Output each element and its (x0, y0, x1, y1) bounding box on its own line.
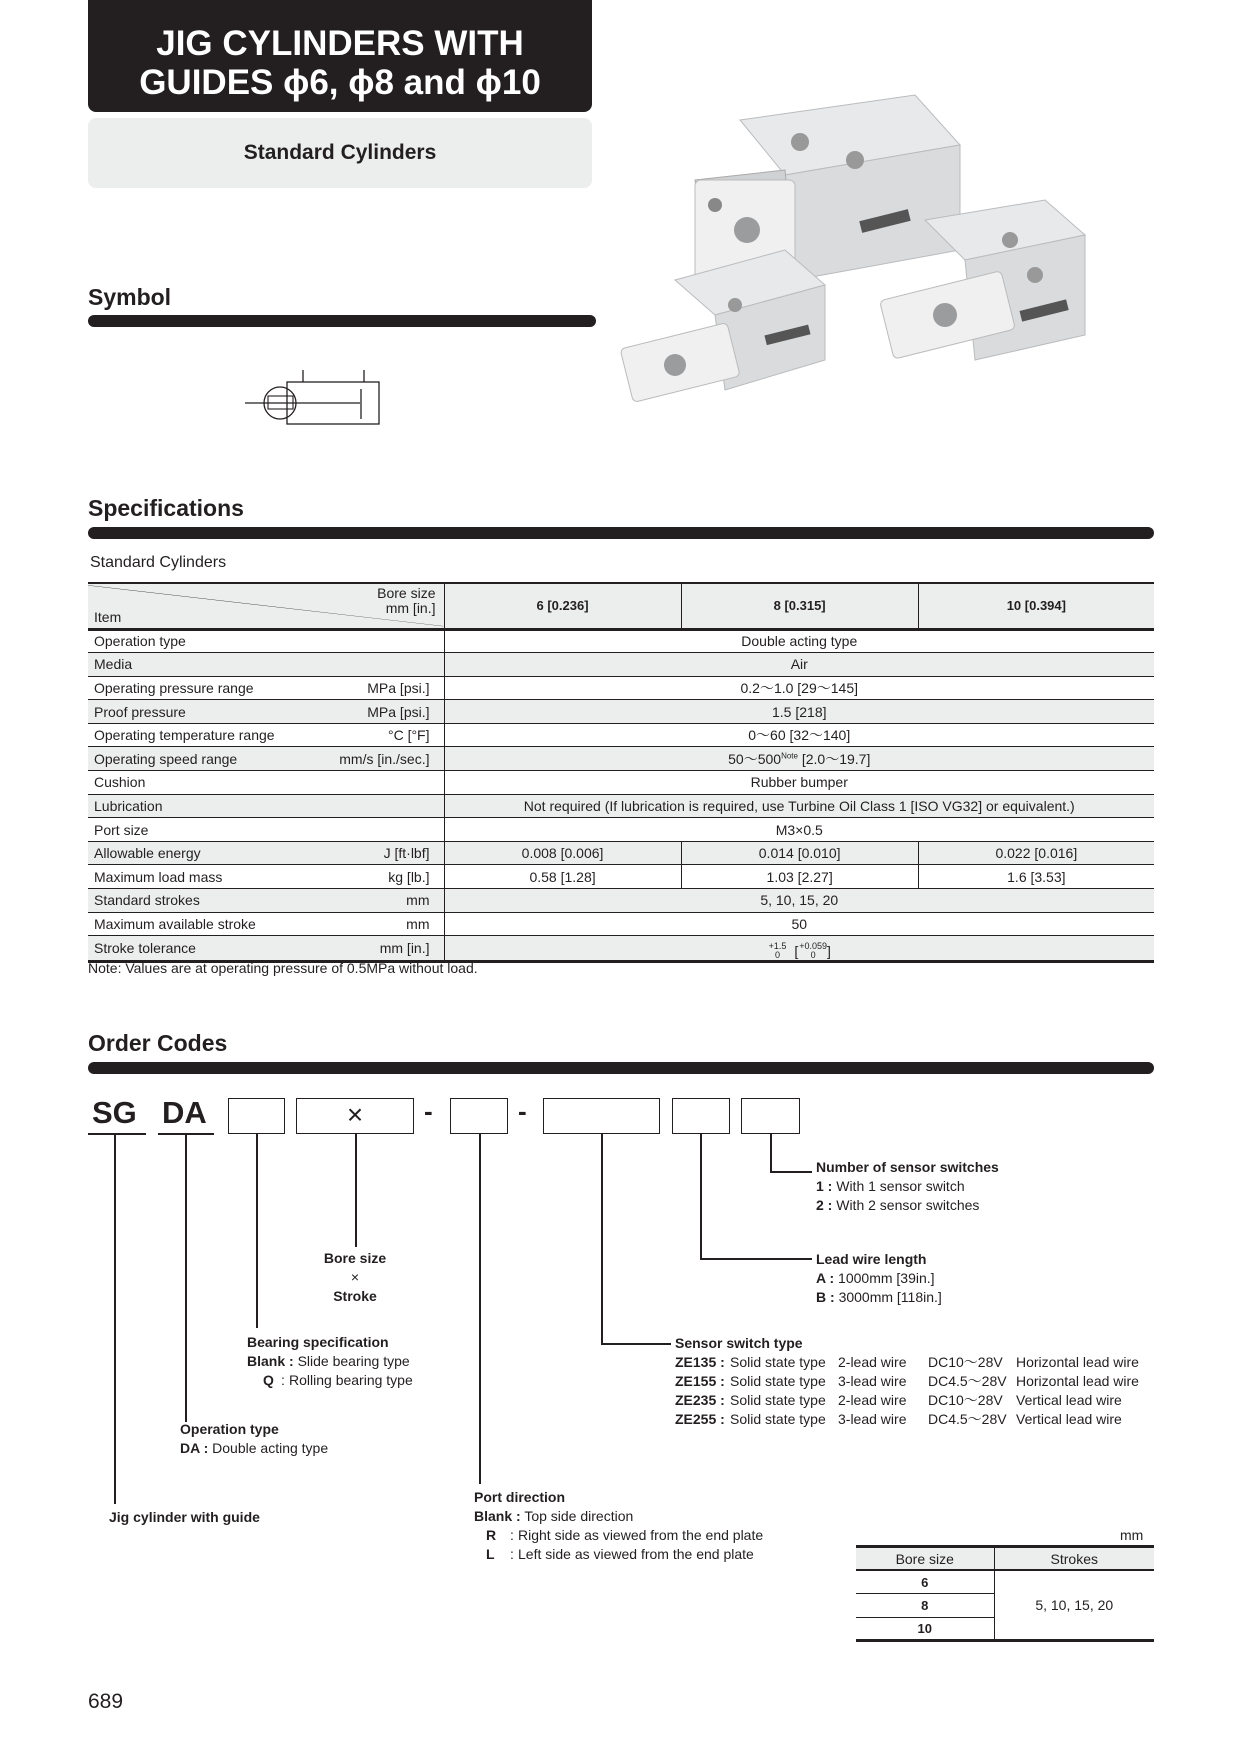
code-box-port (450, 1098, 508, 1134)
note-marker: Note (781, 751, 798, 761)
row-unit: J [ft·lbf] (383, 845, 430, 862)
leader-line (185, 1134, 187, 1422)
table-row (856, 1570, 1154, 1594)
row-label: Proof pressure (94, 703, 186, 720)
code-prefix-sg: SG (92, 1095, 137, 1130)
code-box-bearing (228, 1098, 285, 1134)
row-unit: MPa [psi.] (367, 703, 430, 720)
row-label: Stroke tolerance (94, 940, 196, 957)
table-row (88, 723, 1154, 747)
row-value: 0.014 [0.010] (681, 841, 918, 865)
row-label: Operating temperature range (94, 727, 275, 744)
table-row (88, 653, 1154, 677)
row-label: Maximum available stroke (94, 915, 256, 932)
row-unit: mm/s [in./sec.] (339, 750, 430, 767)
strokes-unit: mm (1120, 1527, 1144, 1543)
leader-line (601, 1134, 603, 1344)
row-unit: kg [lb.] (388, 868, 430, 885)
title-line-2: GUIDES ϕ6, ϕ8 and ϕ10 (139, 63, 541, 102)
sensor-option: ZE255 : Solid state type 3-lead wire DC4.5〜28V Vertical lead wire (675, 1411, 1122, 1427)
leader-line (770, 1134, 772, 1172)
table-header-row (88, 583, 1154, 629)
legend-bore-stroke: Bore size × Stroke (323, 1250, 387, 1304)
leader-line (700, 1258, 812, 1260)
table-row (88, 912, 1154, 936)
table-row (88, 889, 1154, 913)
table-row (88, 700, 1154, 724)
row-label: Port size (94, 821, 149, 838)
row-value: Air (444, 653, 1154, 677)
row-label: Maximum load mass (94, 868, 223, 885)
bore-value: 8 (856, 1594, 994, 1618)
leader-line (770, 1171, 812, 1173)
table-row (88, 865, 1154, 889)
row-label: Cushion (94, 774, 146, 791)
bore-value: 6 (856, 1570, 994, 1594)
leader-line (114, 1134, 116, 1504)
row-unit: MPa [psi.] (367, 679, 430, 696)
sensor-option: ZE155 : Solid state type 3-lead wire DC4.5〜28V Horizontal lead wire (675, 1373, 1139, 1389)
item-label: Item (94, 608, 122, 625)
row-value: 1.6 [3.53] (918, 865, 1154, 889)
section-divider (88, 315, 596, 327)
leader-line (479, 1134, 481, 1484)
legend-lead-wire: Lead wire length A : 1000mm [39in.] B : 3000mm [118in.] (816, 1251, 942, 1305)
section-title-specifications: Specifications (88, 495, 244, 521)
specifications-table (88, 582, 1154, 963)
row-value: Double acting type (444, 629, 1154, 653)
column-header: Bore size (856, 1547, 994, 1571)
bore-unit-label: mm [in.] (385, 600, 436, 616)
page-number: 689 (88, 1690, 124, 1713)
table-row (88, 936, 1154, 962)
row-value: 0.022 [0.016] (918, 841, 1154, 865)
table-row (88, 841, 1154, 865)
row-unit: mm [in.] (379, 940, 430, 957)
row-value: 50 (444, 912, 1154, 936)
row-value: 1.03 [2.27] (681, 865, 918, 889)
legend-bearing: Bearing specification Blank : Slide bearing type Q : Rolling bearing type (247, 1334, 413, 1388)
row-value: 50〜$500^{Note}$ [2.0〜19.7] (444, 747, 1154, 771)
column-header: 10 [0.394] (918, 583, 1154, 629)
column-header: 8 [0.315] (681, 583, 918, 629)
code-dash: - (424, 1096, 433, 1126)
bore-size-label: Bore size (377, 585, 436, 601)
legend-operation-type: Operation type DA : Double acting type (180, 1421, 329, 1456)
table-row (88, 794, 1154, 818)
code-box-sensor-count (741, 1098, 800, 1134)
row-value: 0.2〜1.0 [29〜145] (444, 676, 1154, 700)
row-value: Not required (If lubrication is required, use Turbine Oil Class 1 [ISO VG32] or equivalent.) (444, 794, 1154, 818)
times-symbol: × (346, 1099, 364, 1130)
legend-sensor-count: Number of sensor switches 1 : With 1 sensor switch 2 : With 2 sensor switches (816, 1159, 999, 1213)
cylinder-symbol-diagram (240, 365, 390, 435)
spec-table-caption: Standard Cylinders (90, 554, 227, 571)
section-title-order-codes: Order Codes (88, 1030, 228, 1056)
column-header: Strokes (994, 1547, 1154, 1571)
title-line-1: JIG CYLINDERS WITH (156, 24, 524, 63)
table-header-row (856, 1547, 1154, 1571)
section-title-symbol: Symbol (88, 284, 172, 310)
column-header: 6 [0.236] (444, 583, 681, 629)
row-unit: mm (406, 915, 430, 932)
legend-jig-cylinder: Jig cylinder with guide (109, 1509, 260, 1525)
spec-table-note: Note: Values are at operating pressure of 0.5MPa without load. (88, 960, 478, 976)
strokes-value: 5, 10, 15, 20 (994, 1570, 1154, 1641)
row-value: 1.5 [218] (444, 700, 1154, 724)
leader-line (700, 1134, 702, 1259)
legend-sensor-type: Sensor switch type ZE135 : Solid state type 2-lead wire DC10〜28V Horizontal lead wire ZE155 : Solid state type 3-lead wire DC4.5〜28V Horizontal lead wire ZE235 : Solid state type 2-lead wire DC10〜28V Vertical lead wire ZE255 : Solid state type 3-lead wire DC4.5〜28V Vertical lead wire (675, 1335, 1139, 1427)
product-photo (615, 90, 1160, 435)
cylinder-image-top (695, 95, 960, 290)
row-value: Rubber bumper (444, 771, 1154, 795)
section-divider (88, 1062, 1154, 1074)
row-value: 0〜60 [32〜140] (444, 723, 1154, 747)
code-prefix-da: DA (162, 1095, 207, 1130)
stroke-tolerance-value: +1.5 0 [ +0.059 0 ] (444, 936, 1154, 962)
code-box-bore-stroke (296, 1098, 414, 1134)
legend-port-direction: Port direction Blank : Top side direction R : Right side as viewed from the end plate L : Left side as viewed from the end plate (474, 1489, 764, 1562)
row-label: Operating pressure range (94, 679, 254, 696)
leader-line (355, 1134, 357, 1247)
table-row (88, 818, 1154, 842)
code-box-lead-wire (672, 1098, 730, 1134)
row-label: Operation type (94, 633, 186, 650)
leader-line (256, 1134, 258, 1328)
row-value: M3×0.5 (444, 818, 1154, 842)
row-label: Lubrication (94, 797, 163, 814)
table-row (88, 676, 1154, 700)
row-label: Standard strokes (94, 892, 200, 909)
row-value: 0.58 [1.28] (444, 865, 681, 889)
subtitle-banner: Standard Cylinders (88, 118, 592, 188)
code-underline (88, 1133, 146, 1135)
page-title-banner (88, 0, 592, 112)
code-box-sensor-type (543, 1098, 660, 1134)
row-label: Allowable energy (94, 845, 201, 862)
row-label: Operating speed range (94, 750, 238, 767)
header-item-bore-cell (88, 583, 444, 629)
bore-value: 10 (856, 1617, 994, 1641)
table-row (88, 771, 1154, 795)
table-row (88, 747, 1154, 771)
strokes-table (856, 1545, 1154, 1642)
section-divider (88, 527, 1154, 539)
code-dash: - (518, 1096, 527, 1126)
table-row (88, 629, 1154, 653)
sensor-option: ZE135 : Solid state type 2-lead wire DC10〜28V Horizontal lead wire (675, 1354, 1139, 1370)
row-value: 5, 10, 15, 20 (444, 889, 1154, 913)
row-label: Media (94, 656, 133, 673)
cylinder-image-bottom-left (620, 250, 825, 402)
sensor-option: ZE235 : Solid state type 2-lead wire DC10〜28V Vertical lead wire (675, 1392, 1122, 1408)
leader-line (601, 1343, 671, 1345)
row-value: 0.008 [0.006] (444, 841, 681, 865)
row-unit: °C [°F] (387, 727, 430, 744)
row-unit: mm (406, 892, 430, 909)
